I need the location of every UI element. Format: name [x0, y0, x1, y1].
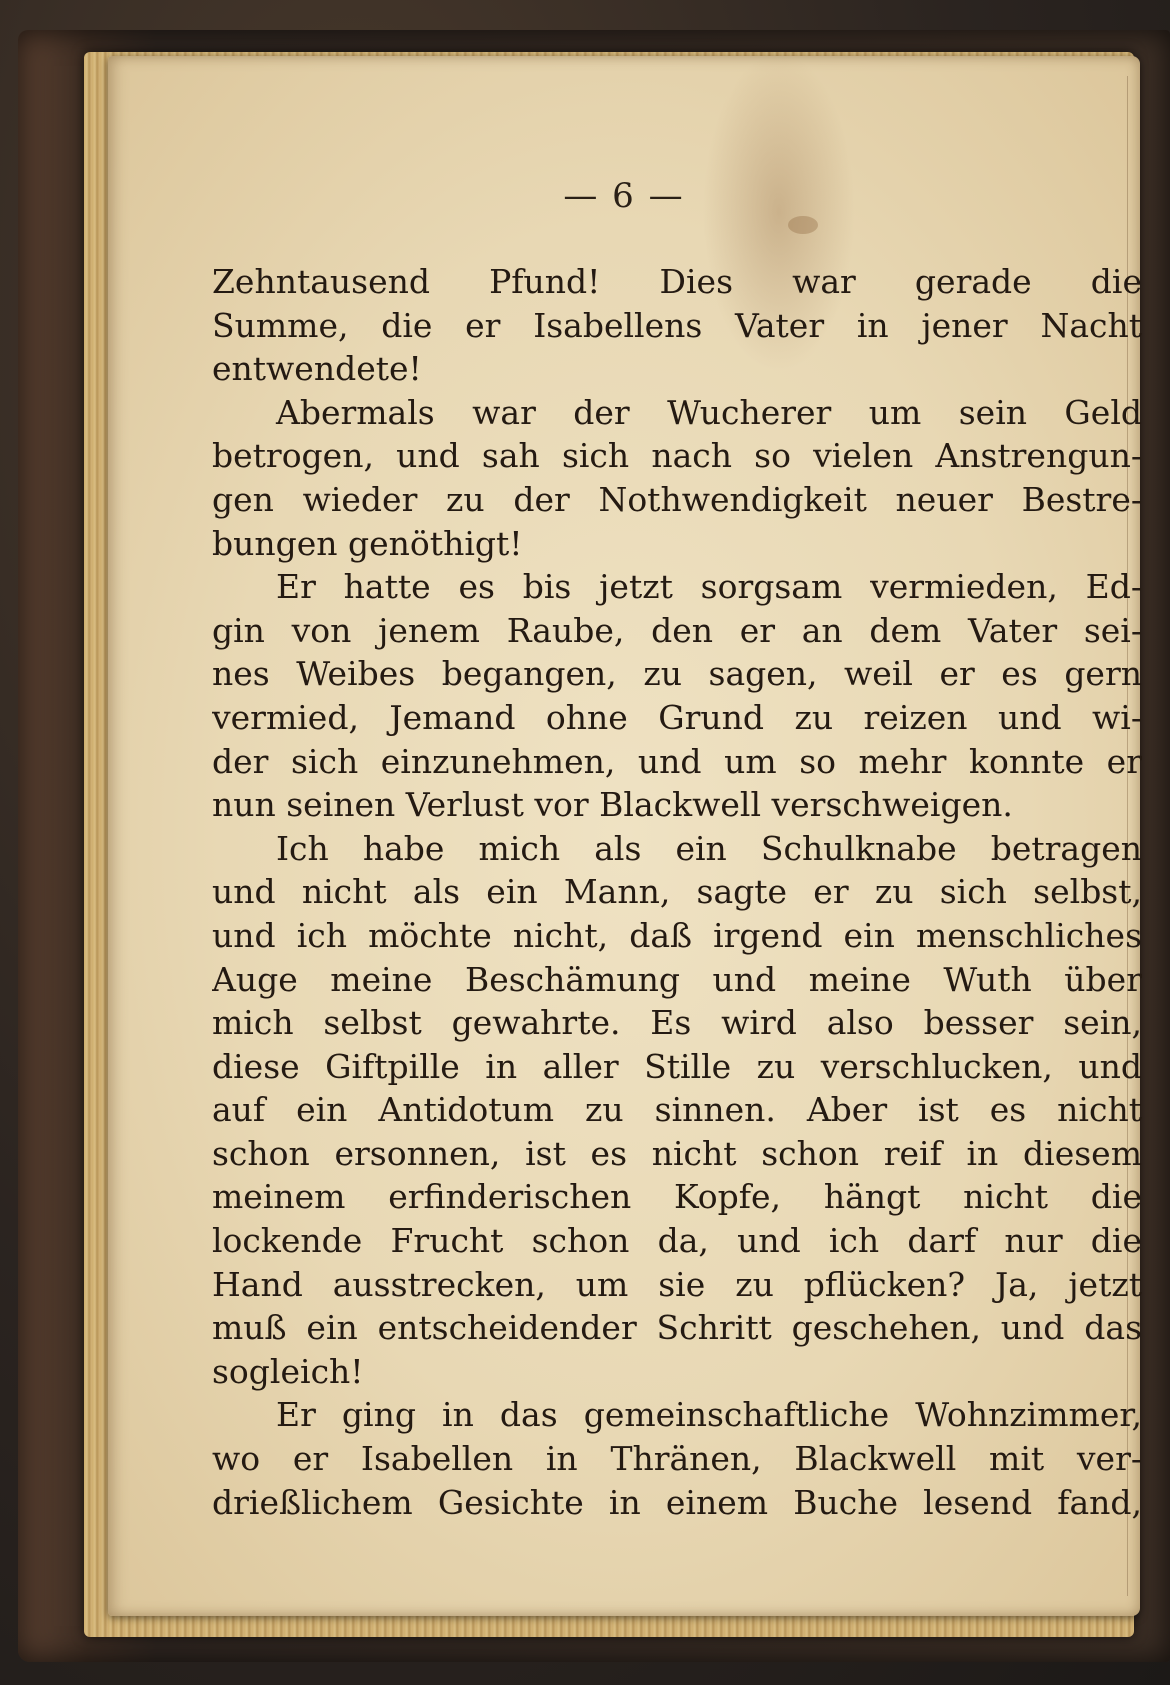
text-line: mich selbst gewahrte. Es wird also besser sein, [212, 1003, 1142, 1043]
text-line: gen wieder zu der Nothwendigkeit neuer Bestre- [212, 479, 1142, 519]
text-line: meinem erfinderischen Kopfe, hängt nicht die [212, 1177, 1142, 1217]
text-line: und nicht als ein Mann, sagte er zu sich selbst, [212, 872, 1142, 912]
text-line: und ich möchte nicht, daß irgend ein menschliches [212, 915, 1142, 955]
text-line: entwendete! [212, 349, 422, 389]
text-line: drießlichem Gesichte in einem Buche lesend fand, [212, 1482, 1142, 1522]
text-line: Hand ausstrecken, um sie zu pflücken? Ja, jetzt [212, 1264, 1142, 1304]
text-line: wo er Isabellen in Thränen, Blackwell mit ver- [212, 1439, 1142, 1479]
text-line: Zehntausend Pfund! Dies war gerade die [212, 262, 1142, 301]
body-text [212, 260, 1142, 1524]
text-line: vermied, Jemand ohne Grund zu reizen und wi- [212, 697, 1142, 737]
text-line: sogleich! [212, 1351, 364, 1391]
book-page [108, 56, 1140, 1616]
text-line: bungen genöthigt! [212, 523, 523, 563]
text-line: nes Weibes begangen, zu sagen, weil er es gern [212, 654, 1142, 694]
text-line: schon ersonnen, ist es nicht schon reif in diesem [212, 1133, 1142, 1173]
text-line: diese Giftpille in aller Stille zu verschlucken, und [212, 1046, 1142, 1086]
paper-stain [788, 216, 818, 234]
text-line: Summe, die er Isabellens Vater in jener Nacht [212, 305, 1142, 345]
text-line: nun seinen Verlust vor Blackwell verschweigen. [212, 785, 1013, 825]
text-line: Abermals war der Wucherer um sein Geld [276, 392, 1142, 432]
text-line: lockende Frucht schon da, und ich darf nur die [212, 1221, 1142, 1261]
text-line: Er ging in das gemeinschaftliche Wohnzimmer, [276, 1395, 1142, 1435]
text-line: betrogen, und sah sich nach so vielen Anstrengun- [212, 436, 1142, 476]
text-line: auf ein Antidotum zu sinnen. Aber ist es nicht [212, 1090, 1142, 1130]
text-line: muß ein entscheidender Schritt geschehen, und das [212, 1308, 1142, 1348]
page-number: — 6 — [563, 176, 685, 216]
text-line: der sich einzunehmen, und um so mehr konnte er [212, 741, 1142, 781]
text-line: Ich habe mich als ein Schulknabe betragen [276, 828, 1142, 868]
text-line: Er hatte es bis jetzt sorgsam vermieden, Ed- [276, 567, 1142, 607]
text-line: Auge meine Beschämung und meine Wuth über [212, 959, 1142, 999]
text-line: gin von jenem Raube, den er an dem Vater sei- [212, 610, 1142, 650]
